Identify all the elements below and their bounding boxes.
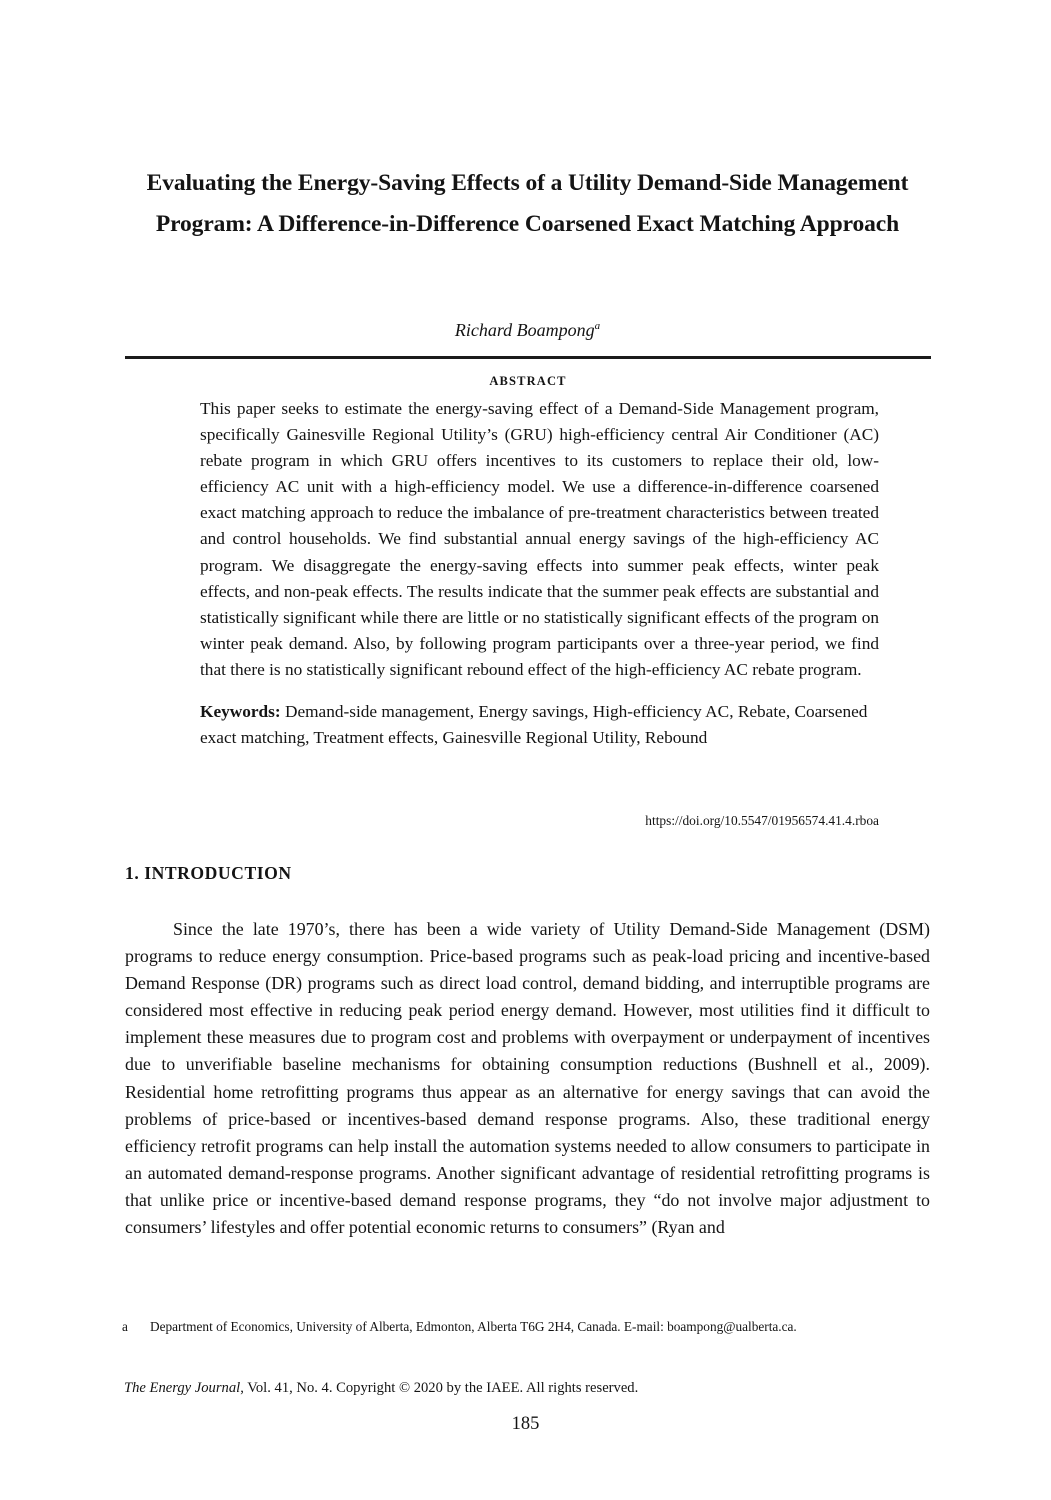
footnote	[122, 1317, 934, 1338]
abstract-text: This paper seeks to estimate the energy-saving effect of a Demand-Side Management program, specifically Gainesville Regional Utility’s (GRU) high-efficiency central Air Conditioner (AC) rebate program in which GRU offers incentives to its customers to replace their old, low-efficiency AC unit with a high-efficiency model. We use a difference-in-difference coarsened exact matching approach to reduce the imbalance of pre-treatment characteristics between treated and control households. We find substantial annual energy savings of the high-efficiency AC program. We disaggregate the energy-saving effects into summer peak effects, winter peak effects, and non-peak effects. The results indicate that the summer peak effects are substantial and statistically significant while there are little or no statistically significant effects of the program on winter peak demand. Also, by following program participants over a three-year period, we find that there is no statistically significant rebound effect of the high-efficiency AC rebate program.	[200, 399, 879, 679]
introduction-body	[125, 916, 930, 1241]
keywords-line	[200, 699, 879, 751]
author-affiliation-marker: a	[594, 320, 601, 332]
title-divider-rule	[125, 356, 931, 359]
title-block	[125, 163, 930, 245]
author-line	[125, 318, 930, 342]
abstract-body	[200, 396, 879, 751]
section-heading-introduction: 1. INTRODUCTION	[125, 863, 292, 883]
footnote-text: Department of Economics, University of Alberta, Edmonton, Alberta T6G 2H4, Canada. E-mail: boampong@ualberta.ca.	[150, 1319, 797, 1334]
journal-name: The Energy Journal	[124, 1380, 241, 1396]
page-title: Evaluating the Energy-Saving Effects of a Utility Demand-Side Management Program: A Difference-in-Difference Coarsened Exact Matching Approach	[146, 170, 909, 237]
journal-citation	[124, 1378, 638, 1398]
page-number: 185	[511, 1414, 540, 1434]
keywords-text: Demand-side management, Energy savings, High-efficiency AC, Rebate, Coarsened exact matching, Treatment effects, Gainesville Regional Utility, Rebound	[200, 702, 868, 748]
author-name: Richard Boampong	[454, 320, 595, 340]
introduction-paragraph: Since the late 1970’s, there has been a wide variety of Utility Demand-Side Management (DSM) programs to reduce energy consumption. Price-based programs such as peak-load pricing and incentive-based Demand Response (DR) programs such as direct load control, demand bidding, and interruptible programs are considered most effective in reducing peak period energy demand. However, most utilities find it difficult to implement these measures due to program cost and problems with overpayment or underpayment of incentives due to unverifiable baseline mechanisms for obtaining consumption reductions (Bushnell et al., 2009). Residential home retrofitting programs thus appear as an alternative for energy savings that can avoid the problems of price-based or incentives-based demand response programs. Also, these traditional energy efficiency retrofit programs can help install the automation systems needed to allow consumers to participate in an automated demand-response programs. Another significant advantage of residential retrofitting programs is that unlike price or incentive-based demand response programs, they “do not involve major adjustment to consumers’ lifestyles and offer potential economic returns to consumers” (Ryan and	[125, 919, 930, 1238]
journal-info: , Vol. 41, No. 4. Copyright © 2020 by the IAEE. All rights reserved.	[240, 1380, 639, 1396]
keywords-label: Keywords:	[200, 702, 281, 722]
doi-link[interactable]: https://doi.org/10.5547/01956574.41.4.rboa	[645, 813, 879, 828]
abstract-heading: ABSTRACT	[489, 374, 567, 388]
footnote-marker: a	[122, 1319, 128, 1334]
